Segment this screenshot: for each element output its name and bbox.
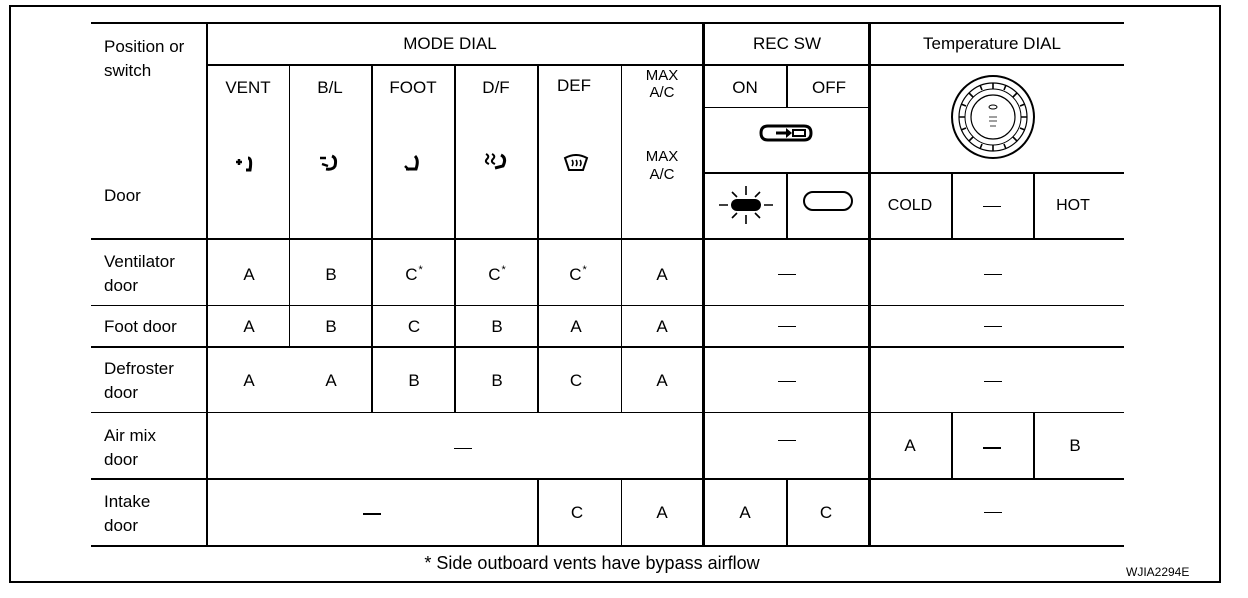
asterisk-mark: *	[418, 264, 423, 276]
table-bottom-border	[91, 545, 1124, 547]
cell-ventilator-def	[569, 264, 587, 288]
cell-ventilator-rec-dash	[778, 274, 796, 275]
mode-label-vent: VENT	[225, 78, 271, 97]
row-label-defroster: Defroster	[104, 359, 174, 378]
row-divider-4	[91, 412, 1124, 413]
row-divider-3	[91, 346, 1124, 348]
cell-intake-rec-on: A	[739, 503, 751, 522]
cell-defroster-foot: B	[408, 371, 420, 390]
cell-foot-def: A	[570, 317, 582, 336]
foot-airflow-icon	[401, 154, 425, 174]
col-divider-vent-bl	[289, 64, 290, 346]
cell-defroster-df: B	[491, 371, 503, 390]
row-label-intake: Intake	[104, 492, 151, 511]
mode-label-max-top: MAX	[645, 67, 679, 84]
cell-defroster-temp-dash	[984, 381, 1002, 382]
diagram-frame	[9, 5, 1221, 583]
col-divider-on-off-indicator	[786, 172, 788, 239]
cell-defroster-rec-dash	[778, 381, 796, 382]
footnote: * Side outboard vents have bypass airflow	[424, 553, 760, 573]
vent-airflow-icon	[234, 156, 258, 174]
row-label-air-mix-door: door	[104, 450, 139, 469]
cell-ventilator-vent: A	[243, 265, 255, 284]
temp-label-cold: COLD	[887, 197, 933, 214]
cell-airmix-middle-dash	[983, 447, 1001, 449]
cell-foot-temp-dash	[984, 326, 1002, 327]
cell-defroster-vent: A	[243, 371, 255, 390]
col-divider-on-off	[786, 64, 788, 108]
cell-intake-def: C	[570, 503, 584, 522]
cell-foot-vent: A	[243, 317, 255, 336]
cell-foot-df: B	[491, 317, 503, 336]
defrost-foot-airflow-icon	[483, 152, 509, 172]
header-door: Door	[104, 186, 141, 205]
cell-ventilator-def-value: C	[569, 265, 582, 284]
col-divider-df-def-lower	[537, 478, 539, 547]
indicator-on-icon	[717, 184, 775, 226]
max-ac-symbol-bottom: A/C	[649, 166, 675, 183]
cell-intake-max: A	[656, 503, 668, 522]
col-divider-mode-rec	[702, 22, 705, 547]
cell-ventilator-bl: B	[325, 265, 337, 284]
temp-label-middle	[983, 206, 1001, 207]
cell-ventilator-df	[488, 264, 506, 288]
col-divider-df-def	[537, 64, 539, 413]
mode-label-df: D/F	[482, 78, 510, 97]
row-label-air-mix: Air mix	[104, 426, 156, 445]
col-divider-mid-hot	[1033, 172, 1035, 239]
cell-ventilator-foot-value: C	[405, 265, 418, 284]
row-label-defroster-door: door	[104, 383, 139, 402]
row-label-foot-door: Foot door	[104, 317, 177, 336]
row-divider-2	[91, 305, 1124, 306]
cell-ventilator-temp-dash	[984, 274, 1002, 275]
cell-intake-mode-dash	[363, 513, 381, 515]
row-divider-1	[91, 238, 1124, 240]
row-label-ventilator: Ventilator	[104, 252, 175, 271]
col-divider-rec-temp	[868, 22, 871, 547]
cell-intake-rec-off: C	[819, 503, 833, 522]
rec-label-on: ON	[732, 78, 758, 97]
col-divider-def-max-lower	[621, 478, 622, 547]
cell-foot-max: A	[656, 317, 668, 336]
max-ac-symbol-top: MAX	[645, 148, 679, 165]
col-divider-def-max	[621, 64, 622, 413]
asterisk-mark: *	[501, 264, 506, 276]
cell-airmix-rec-dash	[778, 440, 796, 441]
table-top-border	[91, 22, 1124, 24]
cell-airmix-hot: B	[1069, 436, 1081, 455]
figure-reference: WJIA2294E	[1126, 565, 1190, 579]
cell-ventilator-df-value: C	[488, 265, 501, 284]
header-switch: switch	[104, 61, 152, 80]
header-position-or: Position or	[104, 37, 185, 56]
row-label-ventilator-door: door	[104, 276, 139, 295]
cell-ventilator-max: A	[656, 265, 668, 284]
defrost-icon	[563, 154, 589, 174]
mode-label-bl: B/L	[317, 78, 343, 97]
cell-defroster-bl: A	[325, 371, 337, 390]
col-divider-foot-df	[454, 64, 456, 413]
col-divider-mid-hot-airmix	[1033, 412, 1035, 479]
cell-airmix-cold: A	[904, 436, 916, 455]
temp-label-hot: HOT	[1056, 197, 1090, 214]
row-label-intake-door: door	[104, 516, 139, 535]
header-divider	[207, 64, 1124, 66]
indicator-off-icon	[801, 189, 855, 215]
mode-label-foot: FOOT	[389, 78, 437, 97]
col-divider-cold-mid-airmix	[951, 412, 953, 479]
asterisk-mark: *	[582, 264, 587, 276]
mode-label-max-bottom: A/C	[649, 84, 675, 101]
cell-foot-foot: C	[407, 317, 421, 336]
header-rec-sw: REC SW	[753, 34, 821, 53]
rec-label-off: OFF	[812, 78, 846, 97]
col-divider-cold-mid	[951, 172, 953, 239]
cell-intake-temp-dash	[984, 512, 1002, 513]
col-divider-bl-foot	[371, 64, 373, 413]
mode-label-def: DEF	[557, 76, 591, 95]
indicator-row-divider	[703, 172, 1124, 174]
temperature-dial-icon	[950, 74, 1036, 160]
header-mode-dial: MODE DIAL	[403, 34, 497, 53]
cell-defroster-max: A	[656, 371, 668, 390]
col-divider-on-off-intake	[786, 478, 788, 547]
bilevel-airflow-icon	[318, 154, 342, 174]
label-column-divider	[206, 22, 208, 547]
cell-airmix-mode-dash	[454, 448, 472, 449]
cell-defroster-def: C	[569, 371, 583, 390]
cell-foot-bl: B	[325, 317, 337, 336]
row-divider-5	[91, 478, 1124, 480]
recirculation-icon	[758, 122, 814, 144]
header-temperature-dial: Temperature DIAL	[923, 34, 1061, 53]
cell-ventilator-foot	[405, 264, 423, 288]
cell-foot-rec-dash	[778, 326, 796, 327]
